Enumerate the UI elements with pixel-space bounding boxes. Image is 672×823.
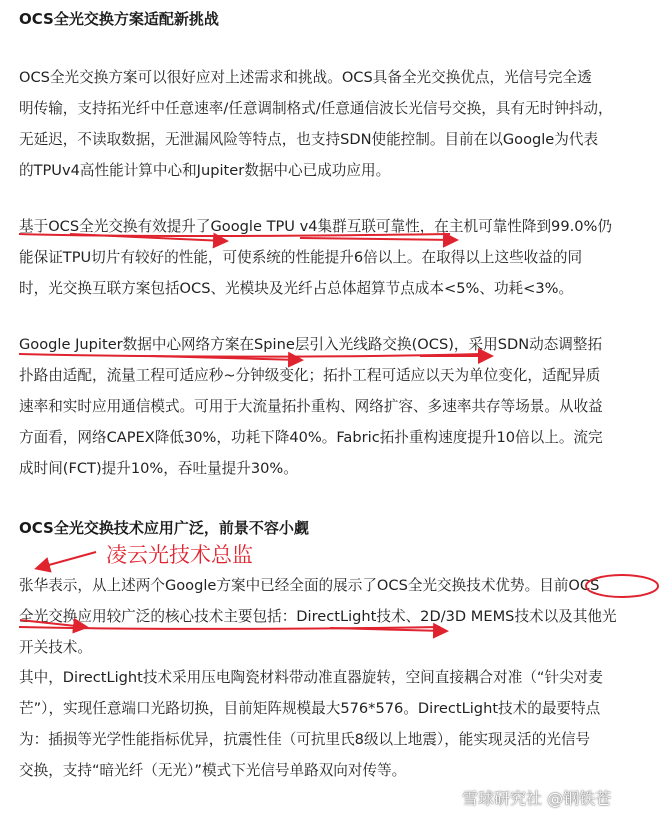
- paragraph-3: [19, 329, 659, 484]
- text-line: Google Jupiter数据中心网络方案在Spine层引入光线路交换(OCS)，采用SDN动态调整拓: [19, 336, 603, 353]
- text-line: OCS全光交换方案可以很好应对上述需求和挑战。OCS具备全光交换优点，光信号完全透: [19, 69, 592, 86]
- text-line: 交换，支持“暗光纤（无光）”模式下光信号单路双向对传等。: [19, 762, 407, 779]
- text-line: 扑路由适配，流量工程可适应秒~分钟级变化；拓扑工程可适应以天为单位变化，适配异质: [19, 367, 601, 384]
- text-line: 能保证TPU切片有较好的性能，可使系统的性能提升6倍以上。在取得以上这些收益的同: [19, 249, 583, 266]
- text-line: 时，光交换互联方案包括OCS、光模块及光纤占总体超算节点成本<5%、功耗<3%。: [19, 280, 574, 297]
- text-line: 的TPUv4高性能计算中心和Jupiter数据中心已成功应用。: [19, 162, 391, 179]
- paragraph-4: [19, 570, 659, 663]
- text-line: 基于OCS全光交换有效提升了Google TPU v4集群互联可靠性，在主机可靠性降到99.0%仍: [19, 218, 612, 235]
- text-line: 速率和实时应用通信模式。可用于大流量拓扑重构、网络扩容、多速率共存等场景。从收益: [19, 398, 603, 415]
- text-line: 方面看，网络CAPEX降低30%，功耗下降40%。Fabric拓扑重构速度提升10倍以上。流完: [19, 429, 603, 446]
- text-line: 成时间(FCT)提升10%，吞吐量提升30%。: [19, 460, 298, 477]
- paragraph-1: [19, 62, 659, 186]
- arrow-annotation: [38, 552, 96, 568]
- text-line: 芒”），实现任意端口光路切换，目前矩阵规模最大576*576。DirectLight技术的最要特点: [19, 700, 601, 717]
- text-line: 明传输，支持拓光纤中任意速率/任意调制格式/任意通信波长光信号交换，具有无时钟抖动，: [19, 100, 613, 117]
- section1-title: OCS全光交换方案适配新挑战: [19, 10, 219, 28]
- section2-title: OCS全光交换技术应用广泛，前景不容小觑: [19, 519, 309, 537]
- paragraph-2: [19, 211, 659, 304]
- watermark: 雪球研究社 @钢铁苍: [462, 789, 612, 808]
- annotation-label: 凌云光技术总监: [106, 543, 253, 567]
- text-line: 全光交换应用较广泛的核心技术主要包括：DirectLight技术、2D/3D MEMS技术以及其他光: [19, 608, 617, 625]
- text-line: 无延迟，不读取数据，无泄漏风险等特点，也支持SDN使能控制。目前在以Google为代表: [19, 131, 599, 148]
- text-line: 为：插损等光学性能指标优异，抗震性佳（可抗里氏8级以上地震），能实现灵活的光信号: [19, 731, 591, 748]
- text-line: 其中，DirectLight技术采用压电陶瓷材料带动准直器旋转，空间直接耦合对准（“针尖对麦: [19, 669, 603, 686]
- paragraph-5: [19, 662, 659, 786]
- text-line: 开关技术。: [19, 639, 92, 656]
- text-line: 张华表示，从上述两个Google方案中已经全面的展示了OCS全光交换技术优势。目前OCS: [19, 577, 600, 594]
